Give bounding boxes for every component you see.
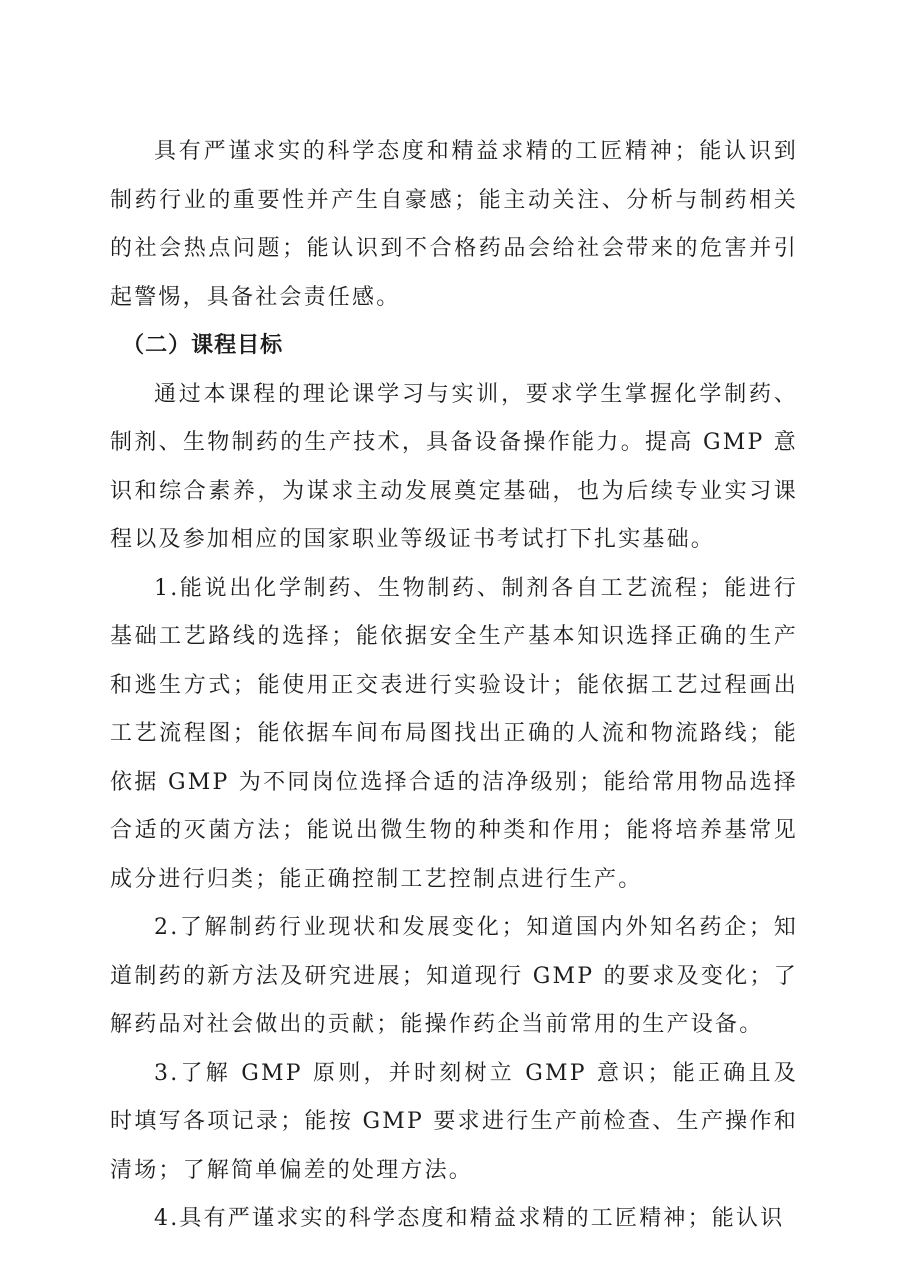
paragraph-attitude: 具有严谨求实的科学态度和精益求精的工匠精神；能认识到制药行业的重要性并产生自豪感；能主动关注、分析与制药相关的社会热点问题；能认识到不合格药品会给社会带来的危害并引起警惕，具备社会责任感。 [110, 139, 798, 310]
objective-item-2: 2.了解制药行业现状和发展变化；知道国内外知名药企；知道制药的新方法及研究进展；知道现行 GMP 的要求及变化；了解药品对社会做出的贡献；能操作药企当前常用的生产设备。 [110, 915, 798, 1037]
objective-item-1: 1.能说出化学制药、生物制药、制剂各自工艺流程；能进行基础工艺路线的选择；能依据安全生产基本知识选择正确的生产和逃生方式；能使用正交表进行实验设计；能依据工艺过程画出工艺流程图；能依据车间布局图找出正确的人流和物流路线；能依据 GMP 为不同岗位选择合适的洁净级别；能给常用物品选择合适的灭菌方法；能说出微生物的种类和作用；能将培养基常见成分进行归类；能正确控制工艺控制点进行生产。 [110, 575, 798, 892]
document-body [110, 128, 798, 1244]
section-heading-course-objectives: （二）课程目标 [122, 333, 284, 358]
objective-item-3: 3.了解 GMP 原则，并时刻树立 GMP 意识；能正确且及时填写各项记录；能按 GMP 要求进行生产前检查、生产操作和清场；了解简单偏差的处理方法。 [110, 1060, 798, 1183]
objective-item-4: 4.具有严谨求实的科学态度和精益求精的工匠精神；能认识 [154, 1206, 785, 1231]
paragraph-objectives-intro: 通过本课程的理论课学习与实训，要求学生掌握化学制药、制剂、生物制药的生产技术，具备设备操作能力。提高 GMP 意识和综合素养，为谋求主动发展奠定基础，也为后续专业实习课程以及参加相应的国家职业等级证书考试打下扎实基础。 [110, 381, 798, 552]
